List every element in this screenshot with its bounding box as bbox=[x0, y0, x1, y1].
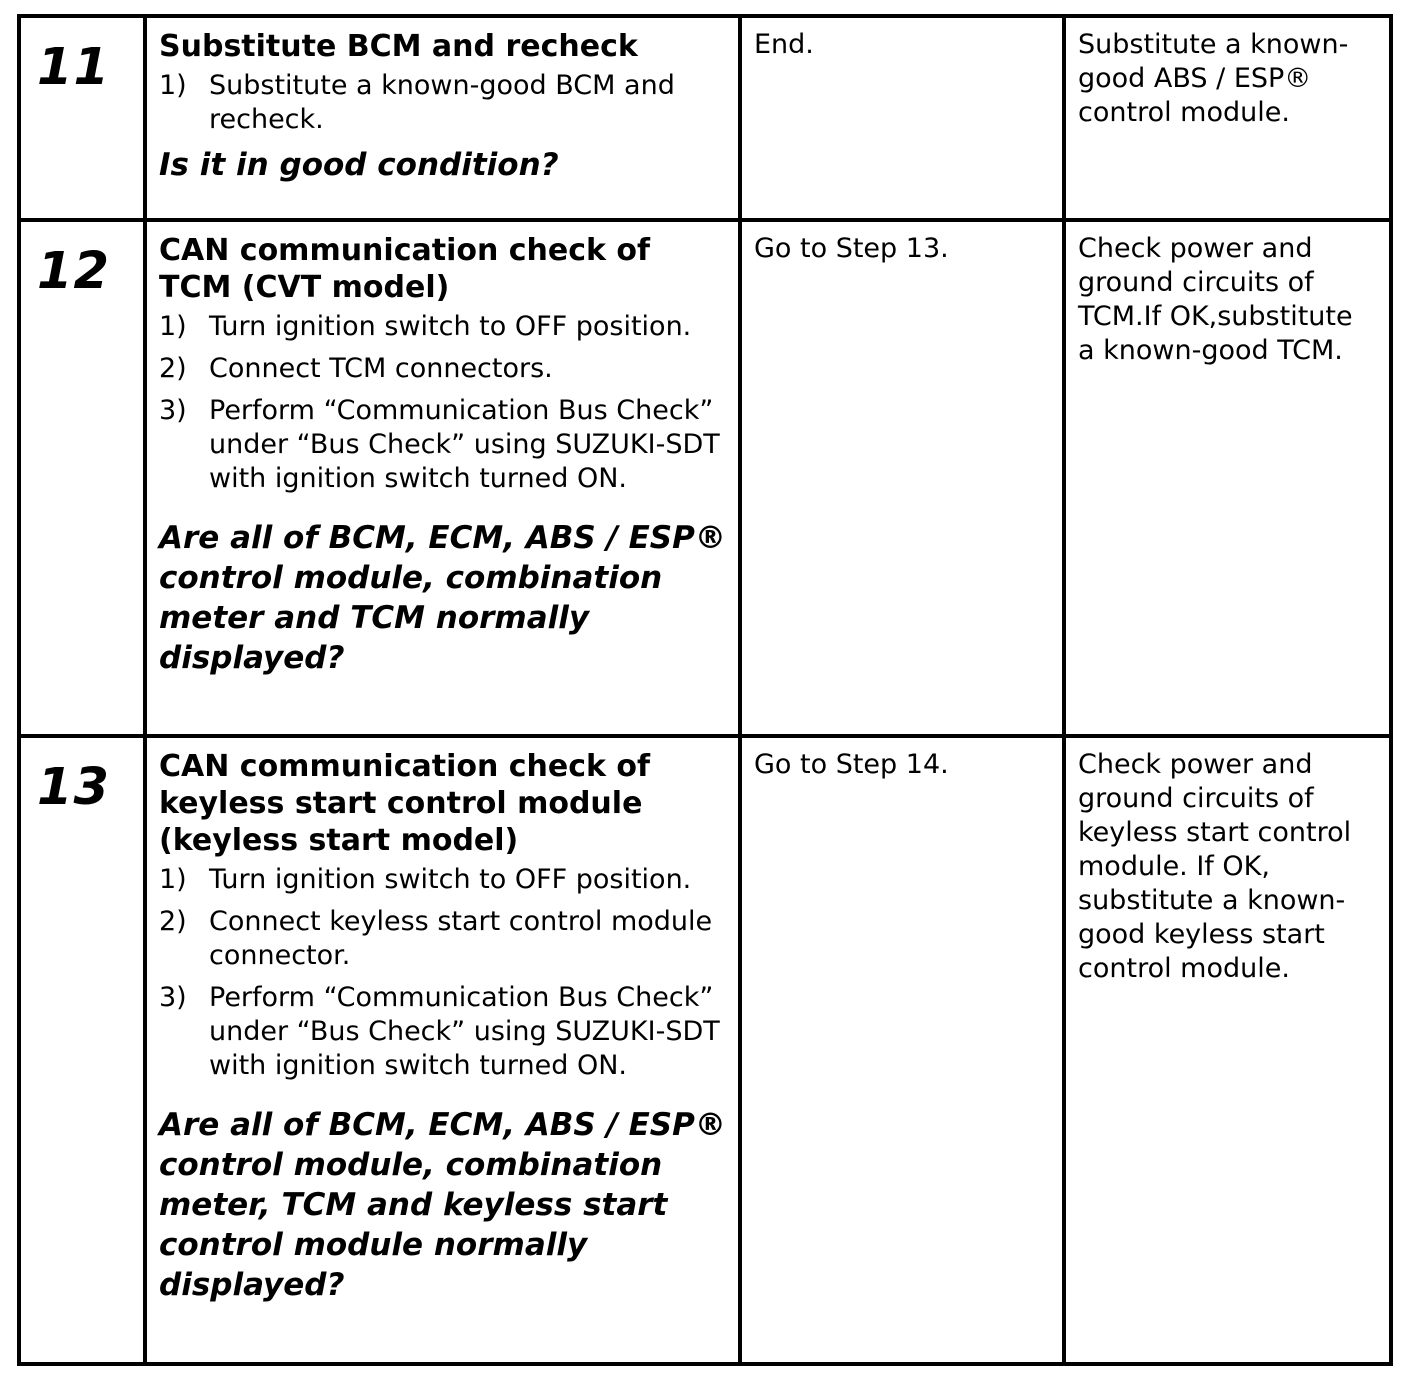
substep-number: 3) bbox=[159, 395, 187, 426]
substep-number: 1) bbox=[159, 70, 187, 101]
step-question: Are all of BCM, ECM, ABS / ESP® control module, combination meter and TCM normally displayed? bbox=[159, 520, 726, 676]
substep-list bbox=[159, 69, 726, 137]
substep-number: 2) bbox=[159, 353, 187, 384]
step-number: 13 bbox=[37, 758, 110, 817]
step-title: CAN communication check of keyless start control module (keyless start model) bbox=[159, 749, 651, 858]
substep-item bbox=[159, 905, 726, 973]
yes-result-cell bbox=[740, 220, 1064, 736]
substep-text: Substitute a known-good BCM and recheck. bbox=[209, 70, 675, 135]
substep-number: 2) bbox=[159, 906, 187, 937]
substep-item bbox=[159, 863, 726, 897]
substep-text: Turn ignition switch to OFF position. bbox=[209, 864, 692, 895]
step-body-cell bbox=[145, 16, 740, 220]
step-title: CAN communication check of TCM (CVT model) bbox=[159, 233, 651, 305]
step-number: 12 bbox=[37, 242, 110, 301]
step-number: 11 bbox=[37, 38, 110, 97]
yes-result: Go to Step 14. bbox=[754, 749, 949, 780]
substep-text: Turn ignition switch to OFF position. bbox=[209, 311, 692, 342]
no-result: Check power and ground circuits of keyless start control module. If OK, substitute a known-good keyless start control module. bbox=[1078, 749, 1352, 984]
substep-text: Perform “Communication Bus Check” under “Bus Check” using SUZUKI-SDT with ignition switch turned ON. bbox=[209, 395, 720, 494]
step-number-cell bbox=[19, 220, 145, 736]
substep-number: 1) bbox=[159, 311, 187, 342]
substep-item bbox=[159, 981, 726, 1083]
step-row bbox=[19, 16, 1391, 220]
substep-item bbox=[159, 352, 726, 386]
no-result: Check power and ground circuits of TCM.If OK,substitute a known-good TCM. bbox=[1078, 233, 1353, 366]
step-body-cell bbox=[145, 736, 740, 1364]
substep-text: Perform “Communication Bus Check” under “Bus Check” using SUZUKI-SDT with ignition switch turned ON. bbox=[209, 982, 720, 1081]
substep-number: 1) bbox=[159, 864, 187, 895]
substep-list bbox=[159, 310, 726, 496]
step-number-cell bbox=[19, 736, 145, 1364]
substep-item bbox=[159, 310, 726, 344]
no-result-cell bbox=[1064, 736, 1391, 1364]
substep-number: 3) bbox=[159, 982, 187, 1013]
substep-item bbox=[159, 69, 726, 137]
yes-result-cell bbox=[740, 736, 1064, 1364]
step-body-cell bbox=[145, 220, 740, 736]
substep-text: Connect keyless start control module connector. bbox=[209, 906, 713, 971]
step-title: Substitute BCM and recheck bbox=[159, 29, 638, 64]
diagnostic-steps-table bbox=[17, 14, 1393, 1366]
yes-result-cell bbox=[740, 16, 1064, 220]
step-question: Is it in good condition? bbox=[159, 147, 559, 183]
no-result-cell bbox=[1064, 16, 1391, 220]
no-result-cell bbox=[1064, 220, 1391, 736]
substep-item bbox=[159, 394, 726, 496]
step-question: Are all of BCM, ECM, ABS / ESP® control module, combination meter, TCM and keyless start control module normally displayed? bbox=[159, 1107, 726, 1303]
no-result: Substitute a known-good ABS / ESP® control module. bbox=[1078, 29, 1349, 128]
substep-list bbox=[159, 863, 726, 1083]
yes-result: End. bbox=[754, 29, 814, 60]
substep-text: Connect TCM connectors. bbox=[209, 353, 553, 384]
step-row bbox=[19, 736, 1391, 1364]
step-row bbox=[19, 220, 1391, 736]
step-number-cell bbox=[19, 16, 145, 220]
yes-result: Go to Step 13. bbox=[754, 233, 949, 264]
